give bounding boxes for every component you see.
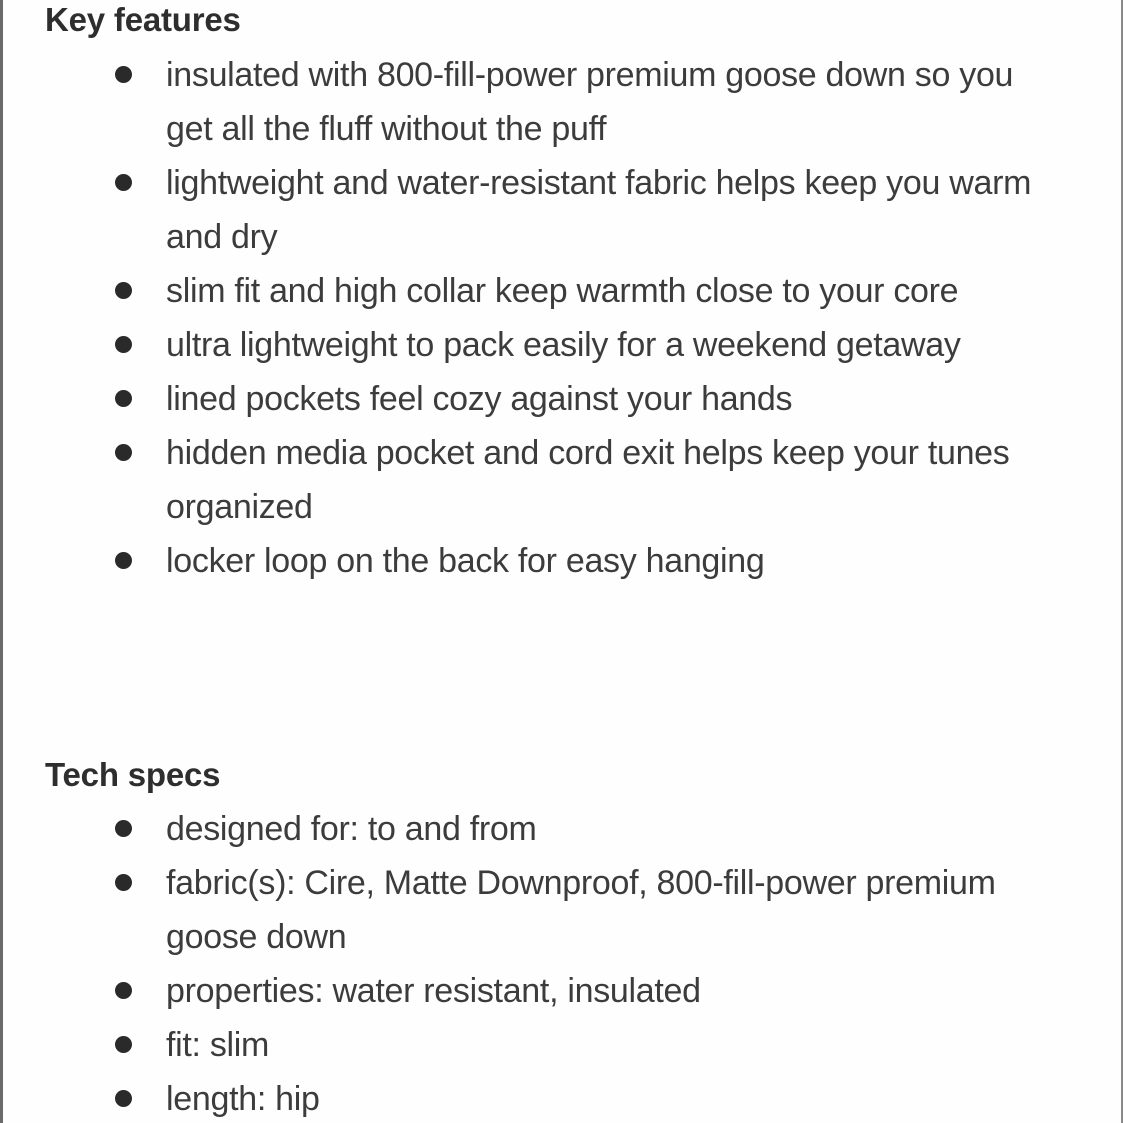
bullet-icon [115,552,132,569]
key-feature-text: lightweight and water-resistant fabric helps keep you warm and dry [166,164,1032,256]
tech-spec-text: designed for: to and from [166,810,537,848]
key-feature-text: slim fit and high collar keep warmth close to your core [166,272,959,310]
tech-spec-text: length: hip [166,1080,320,1118]
key-feature-text: locker loop on the back for easy hanging [166,542,765,580]
tech-specs-list [3,802,1066,1123]
bullet-icon [115,820,132,837]
tech-specs-heading: Tech specs [45,756,221,793]
bullet-icon [115,1036,132,1053]
tech-spec-item [3,856,1066,964]
key-feature-item [3,534,1066,588]
tech-spec-text: fit: slim [166,1026,270,1064]
bullet-icon [115,982,132,999]
key-feature-text: lined pockets feel cozy against your hands [166,380,793,418]
key-feature-item [3,156,1066,264]
key-feature-text: hidden media pocket and cord exit helps keep your tunes organized [166,434,1010,526]
tech-spec-text: properties: water resistant, insulated [166,972,701,1010]
bullet-icon [115,1090,132,1107]
key-feature-item [3,372,1066,426]
key-feature-text: ultra lightweight to pack easily for a weekend getaway [166,326,961,364]
bullet-icon [115,390,132,407]
bullet-icon [115,282,132,299]
key-features-list [3,48,1066,588]
tech-spec-text: fabric(s): Cire, Matte Downproof, 800-fill-power premium goose down [166,864,996,956]
bullet-icon [115,874,132,891]
key-features-heading: Key features [45,1,241,38]
tech-spec-item [3,1018,1066,1072]
bullet-icon [115,66,132,83]
tech-spec-item [3,802,1066,856]
key-feature-item [3,48,1066,156]
key-feature-item [3,264,1066,318]
bullet-icon [115,336,132,353]
key-feature-item [3,318,1066,372]
key-feature-item [3,426,1066,534]
tech-spec-item [3,1072,1066,1123]
bullet-icon [115,444,132,461]
key-feature-text: insulated with 800-fill-power premium goose down so you get all the fluff without the puff [166,56,1014,148]
bullet-icon [115,174,132,191]
tech-spec-item [3,964,1066,1018]
